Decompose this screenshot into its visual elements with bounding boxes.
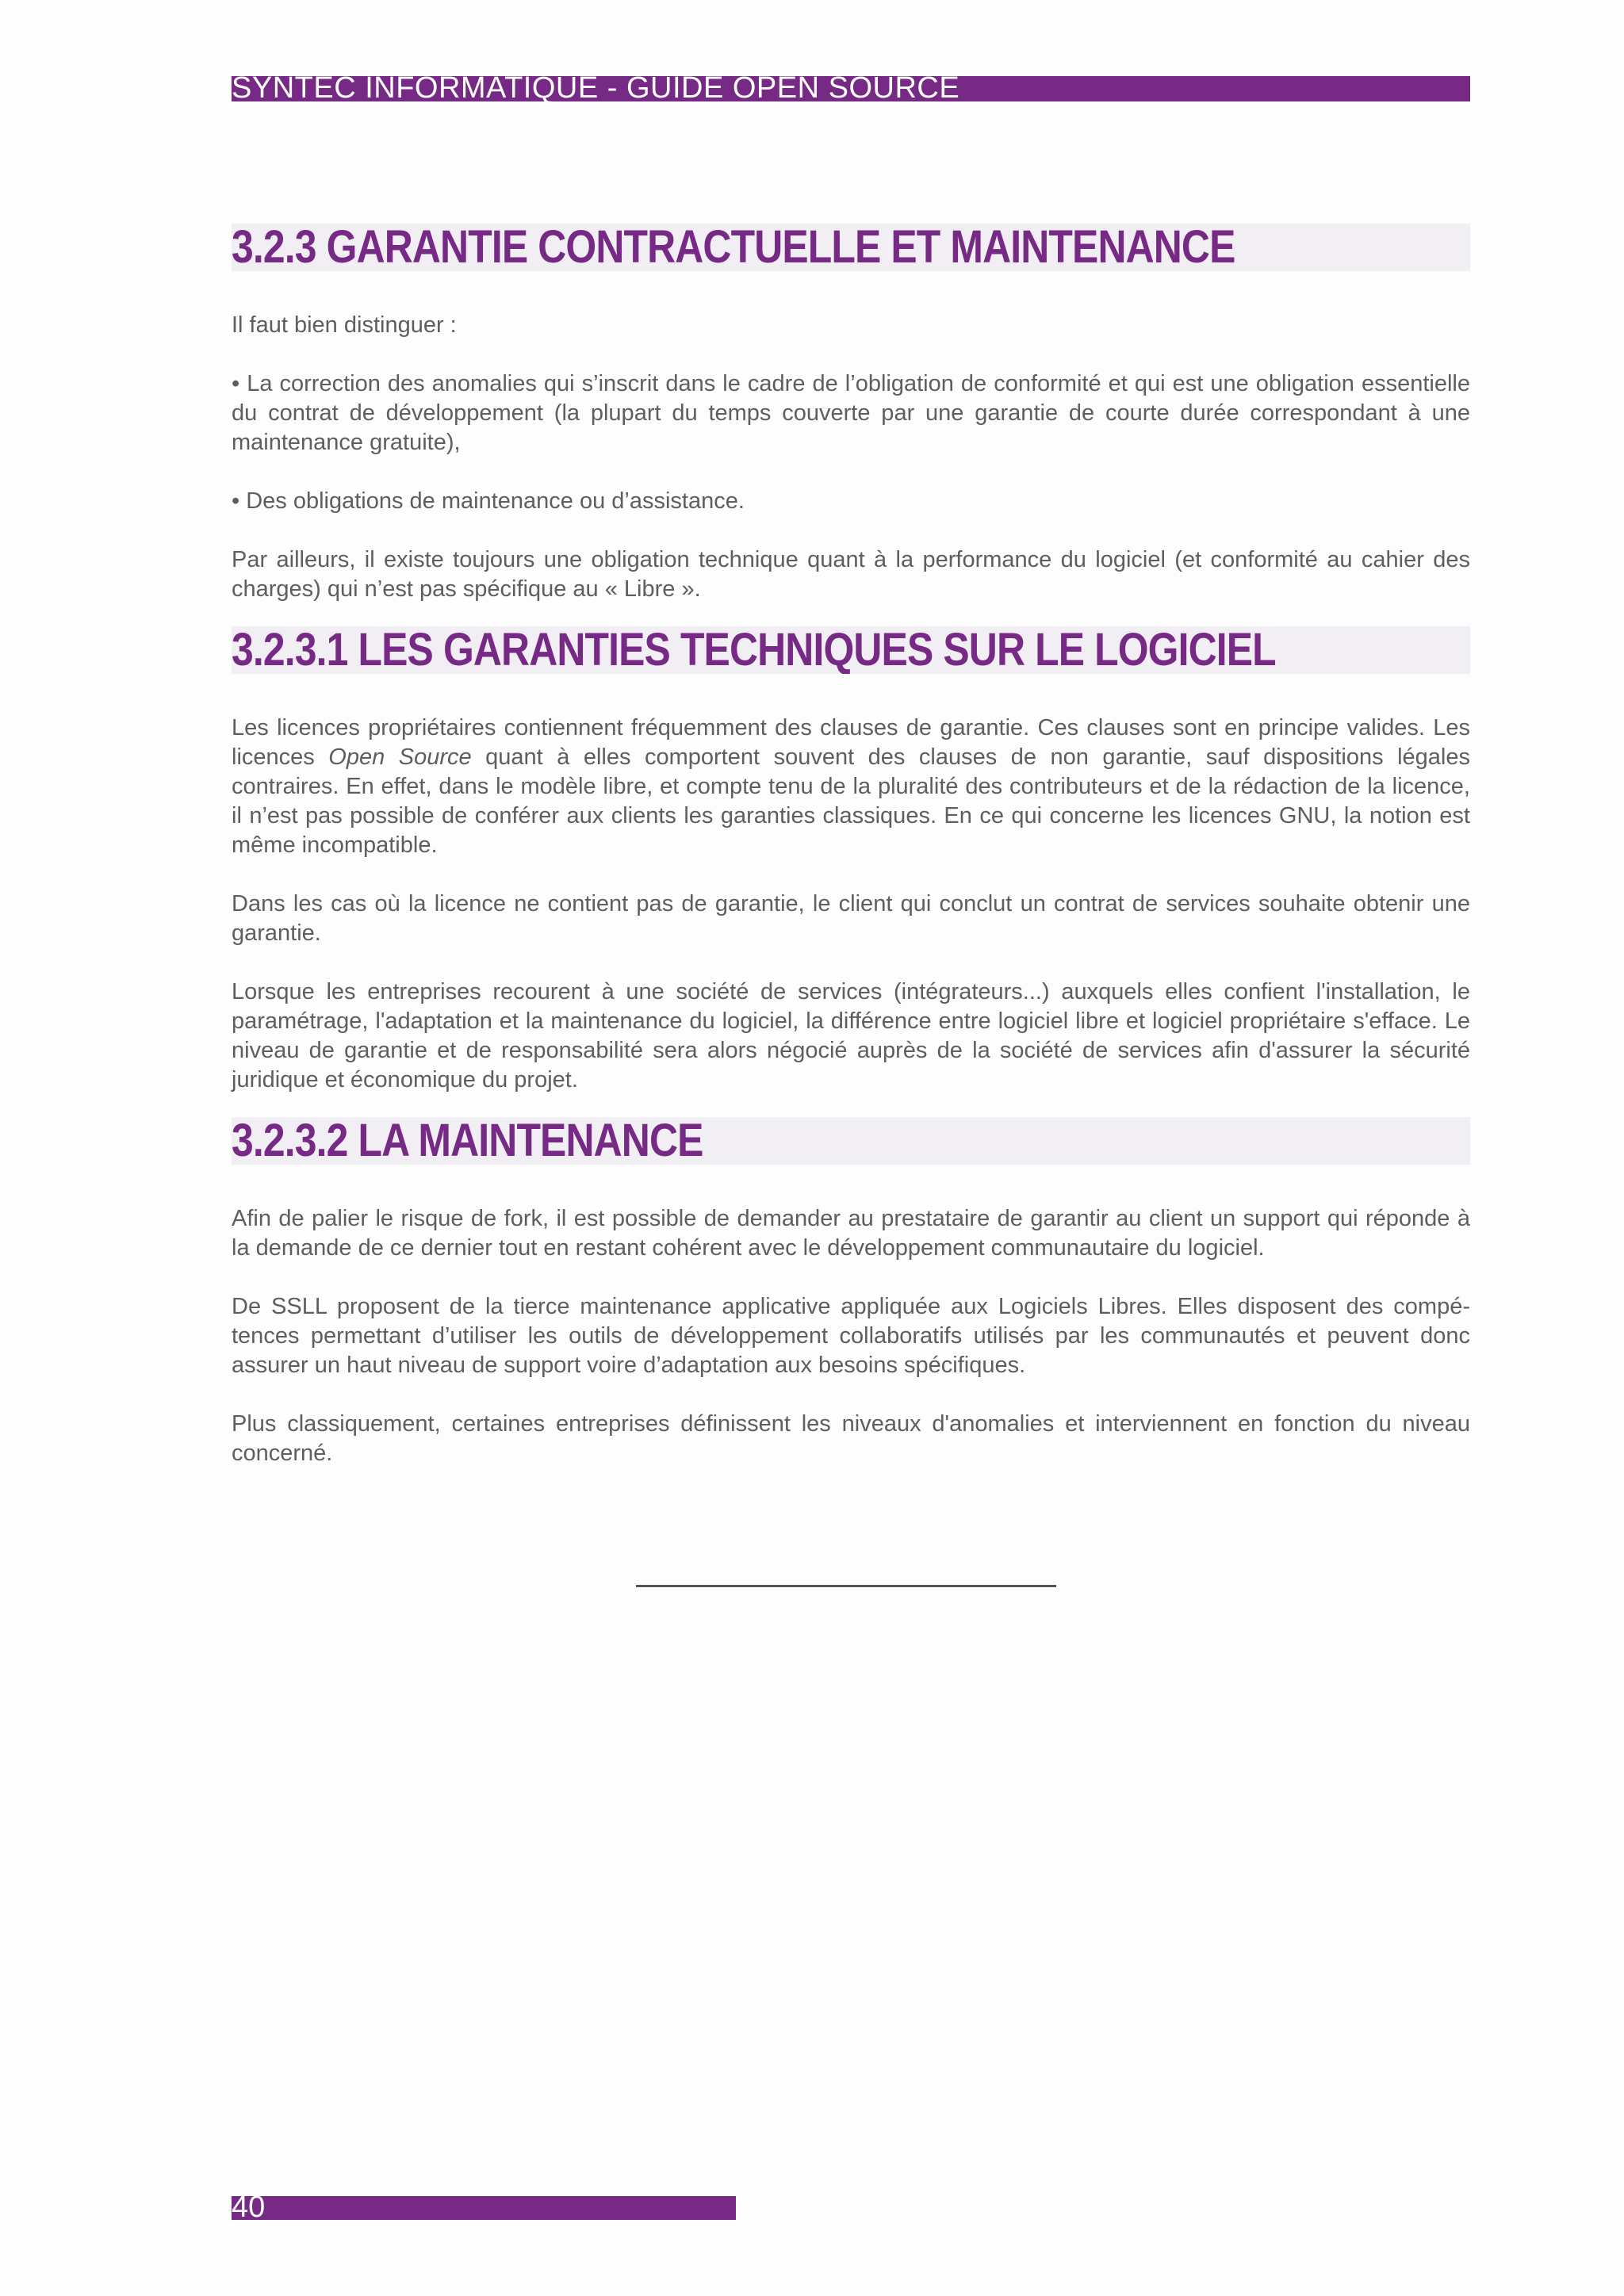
emphasis-text: Open Source [328, 744, 472, 770]
page-number: 40 [232, 2191, 266, 2224]
paragraph: Dans les cas où la licence ne contient pas de garantie, le client qui conclut un contrat de services souhaite obtenir une garantie. [232, 891, 1470, 946]
paragraph: Il faut bien distinguer : [232, 312, 457, 338]
page-content [232, 224, 1470, 1468]
paragraph: Les licences propriétaires contiennent fréquemment des clauses de garantie. Ces clauses sont en principe valides. Les licences Open Source quant à elles comportent souvent des clauses de non garantie, sauf dispositions légales contraires. En effet, dans le modèle libre, et compte tenu de la pluralité des contributeurs et de la rédaction de la licence, il n’est pas possible de conférer aux clients les garanties classiques. En ce qui concerne les licences GNU, la notion est même incompatible. [232, 715, 1470, 858]
paragraph: Lorsque les entreprises recourent à une société de services (intégrateurs...) auxquels elles confient l'installation, le paramétrage, l'adaptation et la maintenance du logiciel, la différence entre logiciel libre et logiciel propriétaire s'efface. Le niveau de garantie et de responsabilité sera alors négocié auprès de la société de services afin d'assurer la sécurité juridique et économique du projet. [232, 979, 1470, 1093]
bullet-paragraph: • Des obligations de maintenance ou d’assistance. [232, 488, 745, 514]
paragraph: De SSLL proposent de la tierce maintenance applicative appliquée aux Logiciels Libres. Elles disposent des compé-tences permettant d’utiliser les outils de développement collaboratifs utilisés par les communautés et peuvent donc assurer un haut niveau de support voire d’adaptation aux besoins spécifiques. [232, 1294, 1470, 1378]
section-heading-maintenance: 3.2.3.2 LA MAINTENANCE [232, 1117, 1470, 1165]
header-title: SYNTEC INFORMATIQUE - GUIDE OPEN SOURCE [232, 71, 960, 105]
paragraph: Plus classiquement, certaines entreprises définissent les niveaux d'anomalies et interviennent en fonction du niveau concerné. [232, 1411, 1470, 1466]
footer-divider [636, 1585, 1056, 1587]
bullet-paragraph: • La correction des anomalies qui s’inscrit dans le cadre de l’obligation de conformité et qui est une obligation essentielle du contrat de développement (la plupart du temps couverte par une garantie de courte durée correspondant à une maintenance gratuite), [232, 371, 1470, 455]
paragraph: Par ailleurs, il existe toujours une obligation technique quant à la performance du logiciel (et conformité au cahier des charges) qui n’est pas spécifique au « Libre ». [232, 547, 1470, 602]
section-heading-garanties-techniques: 3.2.3.1 LES GARANTIES TECHNIQUES SUR LE LOGICIEL [232, 626, 1470, 674]
footer-bar [232, 2196, 736, 2220]
section-heading-garantie: 3.2.3 GARANTIE CONTRACTUELLE ET MAINTENANCE [232, 224, 1470, 271]
paragraph: Afin de palier le risque de fork, il est possible de demander au prestataire de garantir au client un support qui réponde à la demande de ce dernier tout en restant cohérent avec le développement communautaire du logiciel. [232, 1206, 1470, 1261]
